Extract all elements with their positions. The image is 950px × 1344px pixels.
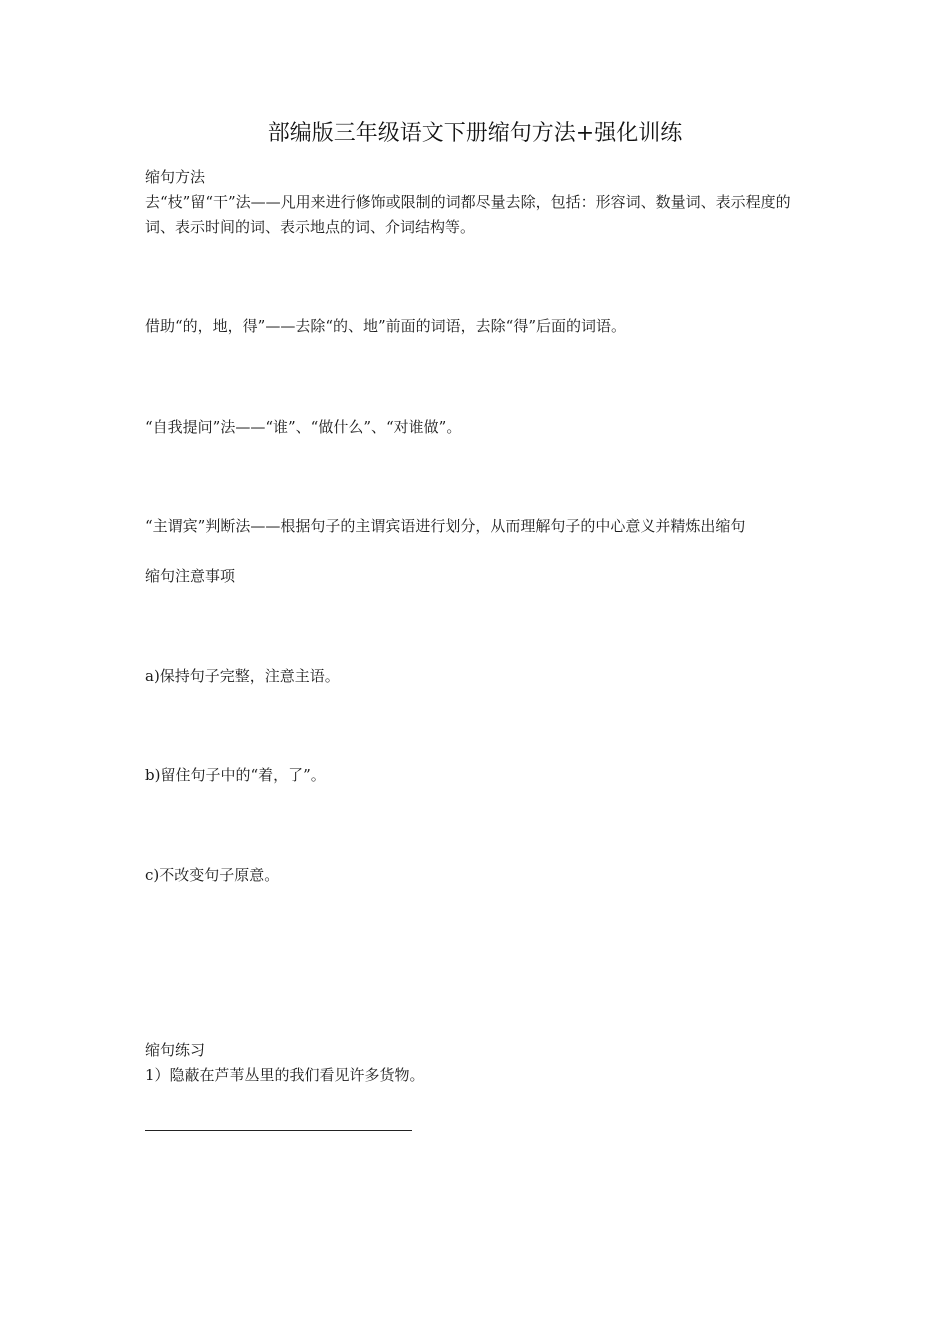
page-title: 部编版三年级语文下册缩句方法+强化训练 (267, 121, 683, 146)
note-a-text: a)保持句子完整，注意主语。 (145, 667, 340, 685)
method-4-text: “主谓宾”判断法——根据句子的主谓宾语进行划分，从而理解句子的中心意义并精炼出缩句 (145, 517, 746, 535)
method-1-text: 去“枝”留“干”法——凡用来进行修饰或限制的词都尽量去除，包括：形容词、数量词、表示程度的词、表示时间的词、表示地点的词、介词结构等。 (145, 193, 791, 236)
method-3-text: “自我提问”法——“谁”、“做什么”、“对谁做”。 (145, 418, 462, 436)
note-b-text: b)留住句子中的“着，了”。 (145, 766, 326, 784)
notes-heading: 缩句注意事项 (145, 567, 236, 585)
methods-heading: 缩句方法 (145, 168, 206, 186)
method-2-text: 借助“的，地，得”——去除“的、地”前面的词语，去除“得”后面的词语。 (145, 317, 627, 335)
answer-line[interactable] (145, 1130, 412, 1131)
note-c-text: c)不改变句子原意。 (145, 866, 280, 884)
practice-1-question: 1）隐蔽在芦苇丛里的我们看见许多货物。 (145, 1066, 425, 1084)
practice-heading: 缩句练习 (145, 1041, 206, 1059)
